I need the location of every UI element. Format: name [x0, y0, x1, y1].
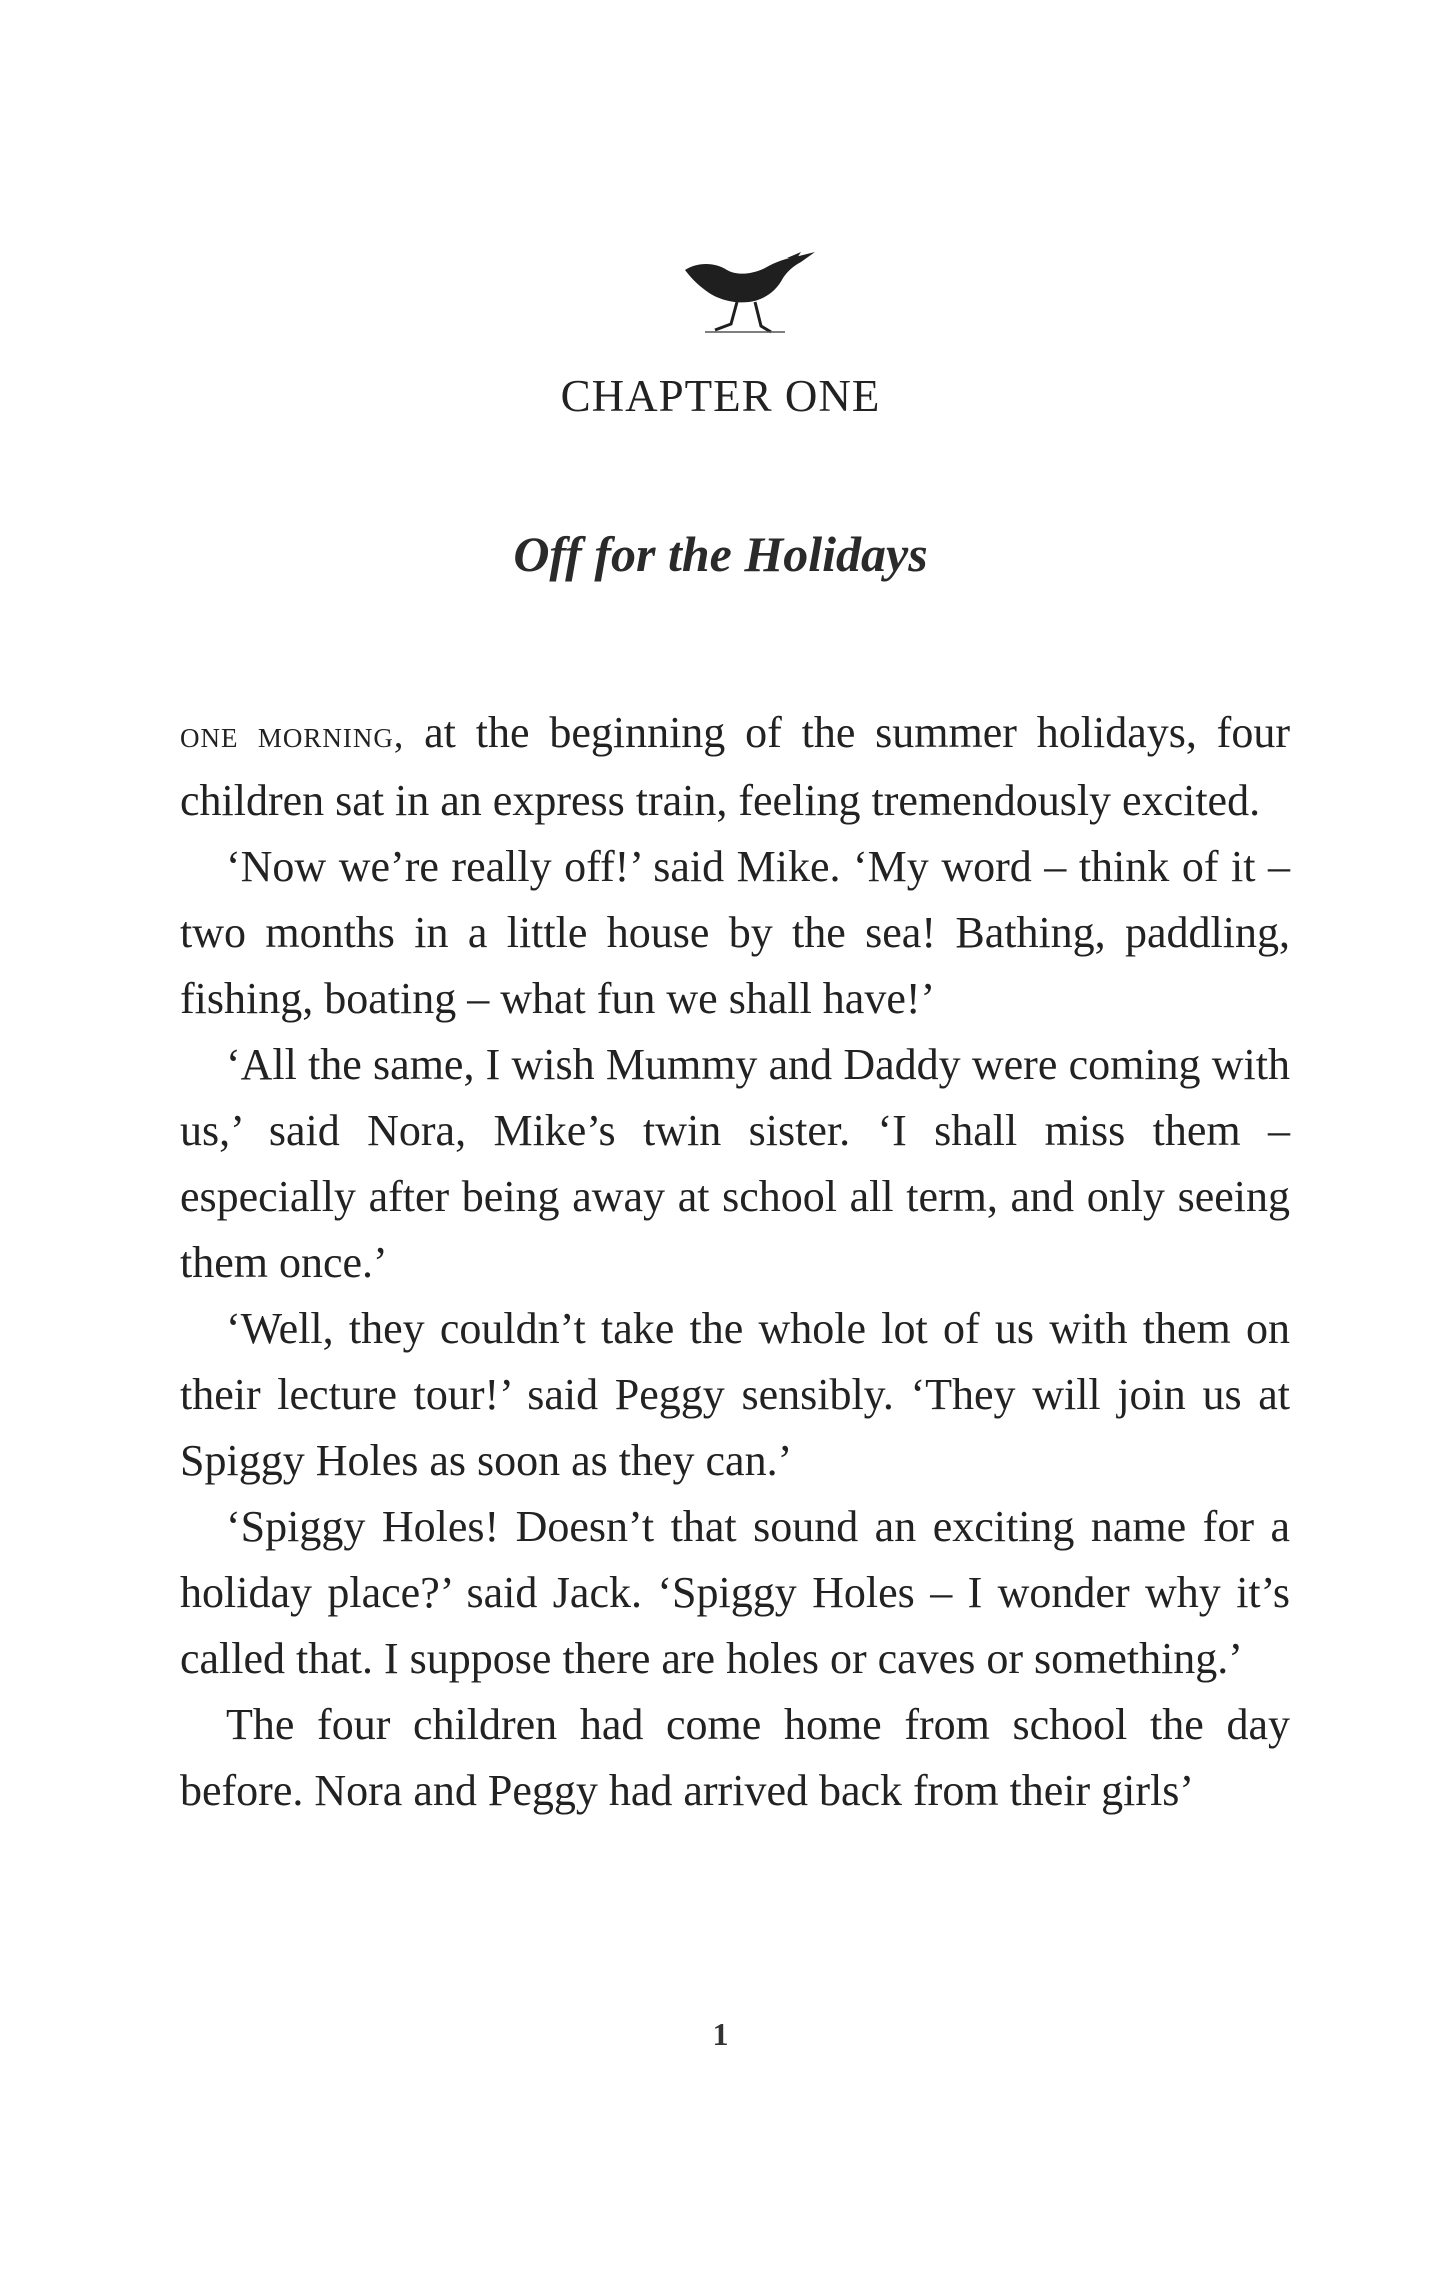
paragraph: The four children had come home from school the day before. Nora and Peggy had arrived back from their girls’: [180, 1700, 1290, 1815]
chapter-label: CHAPTER ONE: [560, 371, 881, 421]
chapter-title: Off for the Holidays: [513, 526, 928, 582]
page-number: 1: [712, 2016, 729, 2052]
paragraph-text: at the beginning of the summer holidays, four children sat in an express train, feeling tremendously excited.: [180, 708, 1290, 825]
paragraph: ‘Now we’re really off!’ said Mike. ‘My word – think of it – two months in a little house by the sea! Bathing, paddling, fishing, boating – what fun we shall have!’: [180, 842, 1290, 1023]
paragraph: [180, 700, 1290, 834]
paragraph: ‘All the same, I wish Mummy and Daddy were coming with us,’ said Nora, Mike’s twin sister. ‘I shall miss them – especially after being away at school all term, and only seeing them once.’: [180, 1040, 1290, 1287]
paragraph-lead: one morning,: [180, 714, 405, 756]
bird-icon: [675, 248, 820, 343]
chapter-body: [180, 700, 1290, 1824]
paragraph: ‘Well, they couldn’t take the whole lot of us with them on their lecture tour!’ said Peggy sensibly. ‘They will join us at Spiggy Holes as soon as they can.’: [180, 1304, 1290, 1485]
paragraph: ‘Spiggy Holes! Doesn’t that sound an exciting name for a holiday place?’ said Jack. ‘Spiggy Holes – I wonder why it’s called that. I suppose there are holes or caves or something.’: [180, 1502, 1290, 1683]
